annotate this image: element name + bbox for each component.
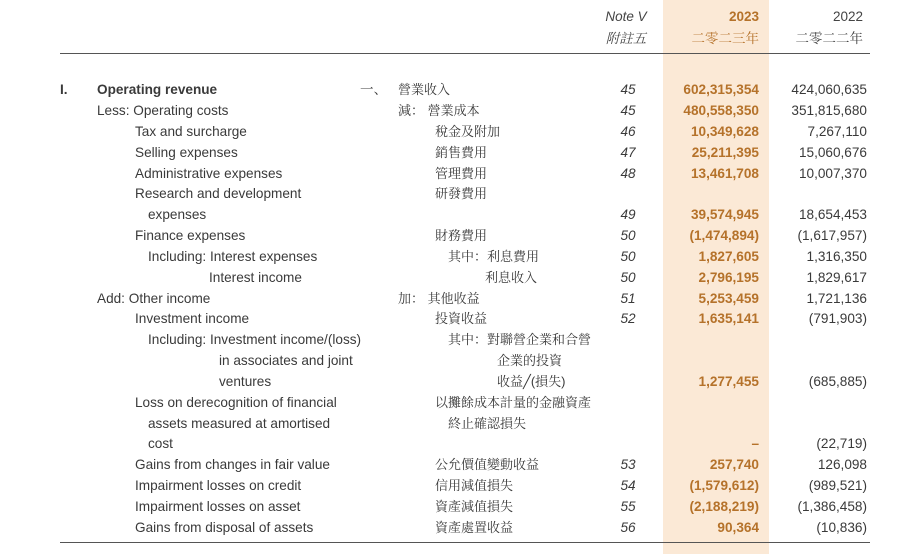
line-item-zh: 減： 營業成本 [398, 103, 480, 118]
table-row [0, 433, 924, 454]
table-row [0, 204, 924, 225]
note-ref: 49 [620, 207, 636, 222]
value-2022: 1,721,136 [806, 291, 867, 306]
table-row [0, 517, 924, 538]
line-item-zh: 資產處置收益 [435, 520, 514, 535]
line-item-zh: 以攤餘成本計量的金融資產 [435, 395, 592, 410]
line-item-zh: 收益╱(損失) [497, 374, 566, 389]
value-2022: 15,060,676 [798, 145, 867, 160]
value-2023: – [751, 436, 759, 451]
bottom-rule [60, 542, 870, 543]
value-2023: 2,796,195 [698, 270, 759, 285]
line-item-en: ventures [219, 374, 272, 389]
table-row [0, 329, 924, 350]
line-item-zh: 稅金及附加 [435, 124, 501, 139]
value-2022: (989,521) [808, 478, 867, 493]
note-ref: 47 [620, 145, 636, 160]
value-2022: 1,829,617 [806, 270, 867, 285]
line-item-en: in associates and joint [219, 353, 353, 368]
value-2023: (1,474,894) [689, 228, 759, 243]
line-item-en: expenses [148, 207, 207, 222]
line-item-en: cost [148, 436, 173, 451]
line-item-zh: 信用減值損失 [435, 478, 514, 493]
value-2022: 18,654,453 [798, 207, 867, 222]
line-item-zh: 投資收益 [435, 311, 488, 326]
value-2023: 1,827,605 [698, 249, 759, 264]
value-2022: (10,836) [816, 520, 867, 535]
table-row [0, 100, 924, 121]
note-ref: 48 [620, 166, 636, 181]
line-item-zh: 營業收入 [398, 82, 451, 97]
value-2023: 480,558,350 [683, 103, 759, 118]
table-row [0, 142, 924, 163]
table-row [0, 225, 924, 246]
value-2023: 90,364 [717, 520, 759, 535]
line-item-en: Including: Investment income/(loss) [148, 332, 362, 347]
year-prior-header-zh: 二零二二年 [795, 31, 863, 46]
note-ref: 50 [620, 249, 636, 264]
section-marker-zh: 一、 [360, 82, 388, 97]
note-ref: 51 [620, 291, 636, 306]
value-2022: (791,903) [808, 311, 867, 326]
line-item-zh: 銷售費用 [435, 145, 488, 160]
table-row [0, 371, 924, 392]
line-item-zh: 公允價值變動收益 [435, 457, 540, 472]
table-row [0, 475, 924, 496]
value-2023: (2,188,219) [689, 499, 759, 514]
note-ref: 46 [620, 124, 636, 139]
line-item-en: Selling expenses [135, 145, 238, 160]
line-item-en: Finance expenses [135, 228, 246, 243]
value-2022: 1,316,350 [806, 249, 867, 264]
table-row [0, 246, 924, 267]
line-item-zh: 利息收入 [485, 270, 538, 285]
value-2022: (685,885) [808, 374, 867, 389]
table-row [0, 392, 924, 413]
note-ref: 52 [620, 311, 636, 326]
value-2023: (1,579,612) [689, 478, 759, 493]
value-2022: (1,386,458) [797, 499, 867, 514]
value-2023: 25,211,395 [691, 145, 759, 160]
line-item-en: Interest income [209, 270, 302, 285]
value-2023: 1,277,455 [698, 374, 759, 389]
line-item-en: Operating revenue [97, 82, 218, 97]
year-current-header-zh: 二零二三年 [691, 31, 759, 46]
line-item-en: Including: Interest expenses [148, 249, 318, 264]
value-2022: 424,060,635 [791, 82, 867, 97]
table-row [0, 121, 924, 142]
table-row [0, 496, 924, 517]
value-2023: 10,349,628 [690, 124, 759, 139]
value-2023: 5,253,459 [698, 291, 759, 306]
line-item-en: Administrative expenses [135, 166, 283, 181]
note-ref: 50 [620, 270, 636, 285]
year-prior-header: 2022 [832, 9, 863, 24]
line-item-zh: 資產減值損失 [435, 499, 514, 514]
note-ref: 45 [620, 103, 636, 118]
value-2023: 13,461,708 [690, 166, 759, 181]
note-ref: 55 [620, 499, 636, 514]
value-2022: 7,267,110 [807, 124, 867, 139]
line-item-en: Add: Other income [97, 291, 211, 306]
value-2023: 1,635,141 [698, 311, 759, 326]
year-current-header: 2023 [728, 9, 759, 24]
table-row [0, 267, 924, 288]
value-2022: (22,719) [816, 436, 867, 451]
note-ref: 53 [620, 457, 636, 472]
line-item-zh: 其中：利息費用 [448, 249, 540, 264]
line-item-en: Less: Operating costs [97, 103, 229, 118]
table-row [0, 350, 924, 371]
line-item-en: Gains from changes in fair value [135, 457, 330, 472]
value-2022: 10,007,370 [798, 166, 867, 181]
table-row [0, 454, 924, 475]
value-2022: 351,815,680 [791, 103, 867, 118]
line-item-zh: 其中：對聯營企業和合營 [448, 332, 592, 347]
line-item-en: Investment income [135, 311, 250, 326]
line-item-zh: 管理費用 [435, 166, 488, 181]
value-2023: 257,740 [709, 457, 759, 472]
header-rule [60, 53, 870, 54]
value-2023: 39,574,945 [690, 207, 759, 222]
line-item-en: Research and development [135, 186, 302, 201]
value-2023: 602,315,354 [683, 82, 759, 97]
note-header-zh: 附註五 [605, 31, 647, 46]
table-row [0, 183, 924, 204]
note-ref: 56 [620, 520, 636, 535]
note-ref: 54 [620, 478, 636, 493]
table-row [0, 413, 924, 434]
line-item-en: Gains from disposal of assets [135, 520, 314, 535]
line-item-zh: 企業的投資 [497, 353, 563, 368]
line-item-en: Loss on derecognition of financial [135, 395, 337, 410]
line-item-zh: 財務費用 [435, 228, 488, 243]
table-row [0, 163, 924, 184]
value-2022: (1,617,957) [797, 228, 867, 243]
line-item-en: Impairment losses on asset [135, 499, 301, 514]
section-number: I. [60, 82, 68, 97]
line-item-zh: 研發費用 [435, 186, 488, 201]
table-row [0, 288, 924, 309]
table-row [0, 79, 924, 100]
line-item-en: Impairment losses on credit [135, 478, 302, 493]
note-header: Note V [605, 9, 647, 24]
line-item-en: Tax and surcharge [135, 124, 247, 139]
line-item-zh: 終止確認損失 [448, 416, 527, 431]
note-ref: 50 [620, 228, 636, 243]
table-row [0, 308, 924, 329]
line-item-zh: 加： 其他收益 [398, 291, 480, 306]
note-ref: 45 [620, 82, 636, 97]
line-item-en: assets measured at amortised [148, 416, 331, 431]
value-2022: 126,098 [817, 457, 867, 472]
